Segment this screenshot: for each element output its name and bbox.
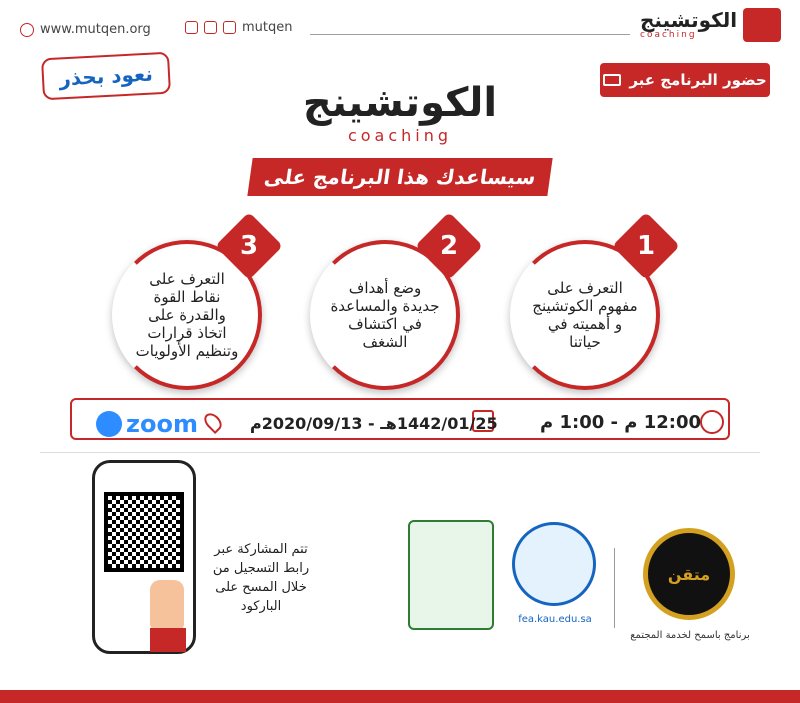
attend-label: حضور البرنامج عبر [629, 71, 767, 89]
point-1-number-text: 1 [636, 231, 656, 261]
faculty-url: fea.kau.edu.sa [518, 614, 592, 625]
point-2-text: وضع أهداف جديدة والمساعدة في اكتشاف الشغف [330, 279, 440, 351]
website-link[interactable] [20, 22, 151, 37]
instagram-icon[interactable] [185, 21, 198, 34]
point-1-text: التعرف على مفهوم الكوتشينج و أهميته في حياتنا [532, 279, 638, 351]
point-3-text: التعرف على نقاط القوة والقدرة على اتخاذ قرارات وتنظيم الأولويات [135, 270, 239, 360]
header-divider [310, 34, 630, 35]
brand-logo [640, 8, 781, 42]
people-icon [743, 8, 781, 42]
brand-sub: coaching [640, 30, 697, 40]
facebook-icon[interactable] [223, 21, 236, 34]
laptop-icon [603, 74, 621, 86]
point-2-number-text: 2 [439, 231, 459, 261]
kau-logo [408, 520, 494, 630]
bottom-bar [0, 690, 800, 703]
zoom-logo [96, 410, 198, 438]
zoom-label: zoom [126, 410, 198, 438]
social-handle: mutqen [242, 20, 293, 35]
website-text: www.mutqen.org [40, 22, 151, 37]
hand-icon [150, 580, 184, 630]
mutqen-medal-logo [643, 528, 735, 620]
time-range: 12:00 م - 1:00 م [540, 412, 702, 433]
zoom-camera-icon [96, 411, 122, 437]
medal-text: متقن [667, 564, 711, 584]
twitter-icon[interactable] [204, 21, 217, 34]
sleeve-icon [150, 628, 186, 652]
section-divider [40, 452, 760, 453]
help-banner [247, 158, 552, 196]
registration-note: تتم المشاركة عبر رابط التسجيل من خلال المسح على الباركود [212, 542, 310, 614]
logos-divider [614, 548, 615, 628]
page-subtitle: coaching [347, 126, 453, 145]
faculty-seal-logo [512, 522, 596, 606]
point-3-number-text: 3 [239, 231, 259, 261]
brand-name: الكوتشينج [640, 8, 738, 32]
event-date: 1442/01/25هـ - 2020/09/13م [250, 414, 498, 433]
social-links [185, 20, 293, 35]
qr-code[interactable] [104, 492, 184, 572]
clock-icon [700, 410, 724, 434]
globe-icon [20, 23, 34, 37]
careful-return-badge: نعود بحذر [41, 52, 171, 101]
medal-caption: برنامج باسمح لخدمة المجتمع [630, 630, 750, 641]
attend-button[interactable] [600, 63, 770, 97]
help-banner-text: سيساعدك هذا البرنامج على [262, 165, 538, 189]
page-title: الكوتشينج [302, 80, 498, 126]
